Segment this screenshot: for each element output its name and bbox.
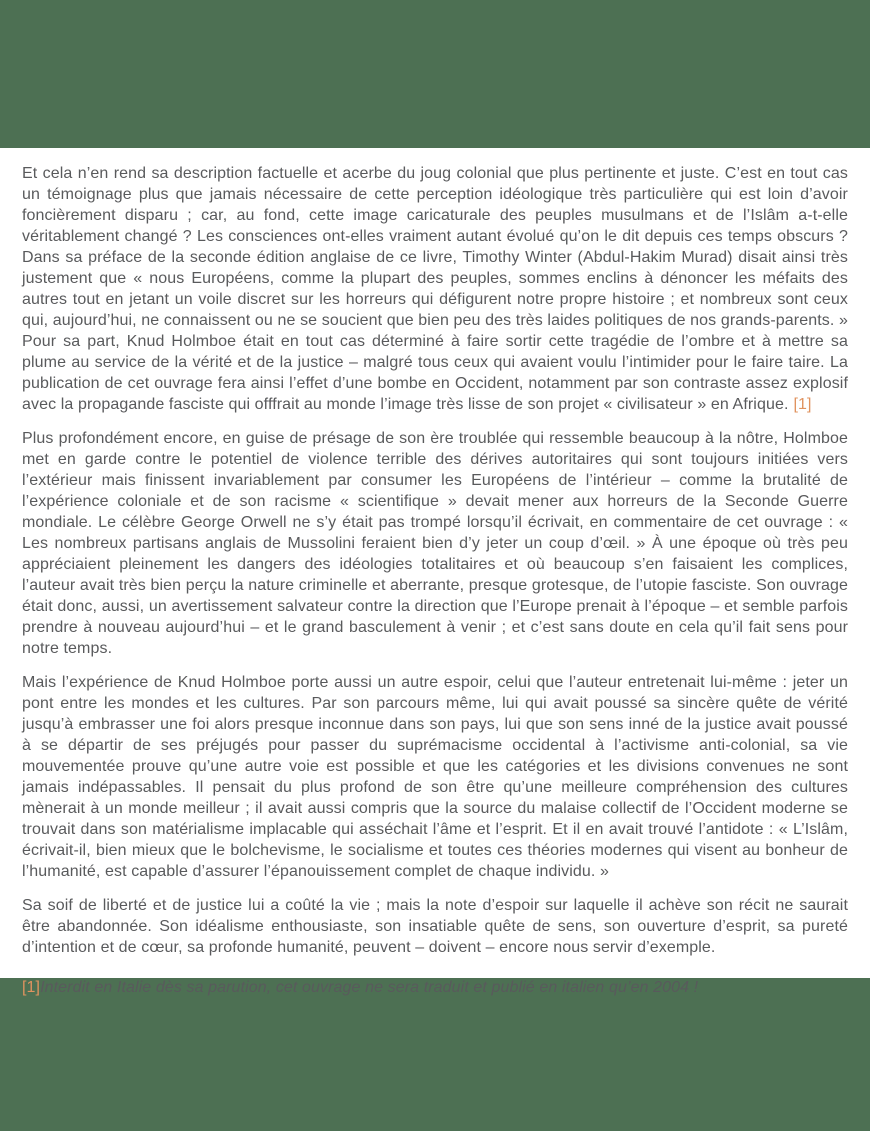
paragraph-text: Et cela n’en rend sa description factuelle et acerbe du joug colonial que plus pertinente et juste. C’est en tout cas un témoignage plus que jamais nécessaire de cette perception idéologique très particulière qui est loin d’avoir foncièrement disparu ; car, au fond, cette image caricaturale des peuples musulmans et de l’Islâm a-t-elle véritablement changé ? Les consciences ont-elles vraiment autant évolué qu’on le dit depuis ces temps obscurs ? Dans sa préface de la seconde édition anglaise de ce livre, Timothy Winter (Abdul-Hakim Murad) disait ainsi très justement que « nous Européens, comme la plupart des peuples, sommes enclins à dénoncer les méfaits des autres tout en jetant un voile discret sur les horreurs qui défigurent notre propre histoire ; et nombreux sont ceux qui, aujourd’hui, ne connaissent ou ne se soucient que bien peu des très laides politiques de nos grands-parents. » Pour sa part, Knud Holmboe était en tout cas déterminé à faire sortir cette tragédie de l’ombre et à mettre sa plume au service de la vérité et de la justice – malgré tous ceux qui avaient voulu l’intimider pour le faire taire. La publication de cet ouvrage fera ainsi l’effet d’une bombe en Occident, notamment par son contraste assez explosif avec la propagande fasciste qui offfrait au monde l’image très lisse de son projet « civilisateur » en Afrique. xyxy=(22,165,848,413)
paragraph-text: Plus profondément encore, en guise de présage de son ère troublée qui ressemble beaucoup à la nôtre, Holmboe met en garde contre le potentiel de violence terrible des dérives autoritaires qui sont toujours initiées vers l’extérieur mais finissent invariablement par consumer les Européens de l’intérieur – comme la brutalité de l’expérience coloniale et de son racisme « scientifique » devait mener aux horreurs de la Seconde Guerre mondiale. Le célèbre George Orwell ne s’y était pas trompé lorsqu’il écrivait, en commentaire de cet ouvrage : « Les nombreux partisans anglais de Mussolini feraient bien d’y jeter un coup d’œil. » À une époque où très peu appréciaient pleinement les dangers des idéologies totalitaires et où beaucoup s’en faisaient les complices, l’auteur avait très bien perçu la nature criminelle et aberrante, presque grotesque, de l’utopie fasciste. Son ouvrage était donc, aussi, un avertissement salvateur contre la direction que l’Europe prenait à l’époque – et semble parfois prendre à nouveau aujourd’hui – et le grand basculement à venir ; et c’est sans doute en cela qu’il fait sens pour notre temps. xyxy=(22,430,848,657)
paragraph xyxy=(22,895,848,958)
footnote-text: Interdit en Italie dès sa parution, cet ouvrage ne sera traduit et publié en italien qu’en 2004 ! xyxy=(40,979,699,996)
paragraph-text: Mais l’expérience de Knud Holmboe porte aussi un autre espoir, celui que l’auteur entretenait lui-même : jeter un pont entre les mondes et les cultures. Par son parcours même, lui qui avait poussé sa sincère quête de vérité jusqu’à embrasser une foi alors presque inconnue dans son pays, lui que son sens inné de la justice avait poussé à se départir de ses préjugés pour passer du suprémacisme occidental à l’activisme anti-colonial, sa vie mouvementée prouve qu’une autre voie est possible et que les catégories et les divisions convenues ne sont jamais indépassables. Il pensait du plus profond de son être qu’une meilleure compréhension des cultures mènerait à un monde meilleur ; il avait aussi compris que la source du malaise collectif de l’Occident moderne se trouvait dans son matérialisme implacable qui asséchait l’âme et l’esprit. Et il en avait trouvé l’antidote : « L’Islâm, écrivait-il, bien mieux que le bolchevisme, le socialisme et toutes ces théories modernes qui visent au bonheur de l’humanité, est capable d’assurer l’épanouissement complet de chaque individu. » xyxy=(22,674,848,880)
paragraph xyxy=(22,428,848,659)
article-content xyxy=(0,148,870,996)
paragraph-text: Sa soif de liberté et de justice lui a coûté la vie ; mais la note d’espoir sur laquelle il achève son récit ne saurait être abandonnée. Son idéalisme enthousiaste, son insatiable quête de sens, son ouverture d’esprit, sa pureté d’intention et de cœur, sa profonde humanité, peuvent – doivent – encore nous servir d’exemple. xyxy=(22,897,848,956)
paragraph xyxy=(22,672,848,882)
top-decorative-band xyxy=(0,0,870,148)
bottom-decorative-band xyxy=(0,978,870,1131)
footnote-marker-link[interactable]: [1] xyxy=(22,979,41,996)
footnote-ref-link[interactable]: [1] xyxy=(793,396,812,413)
paragraph xyxy=(22,163,848,415)
